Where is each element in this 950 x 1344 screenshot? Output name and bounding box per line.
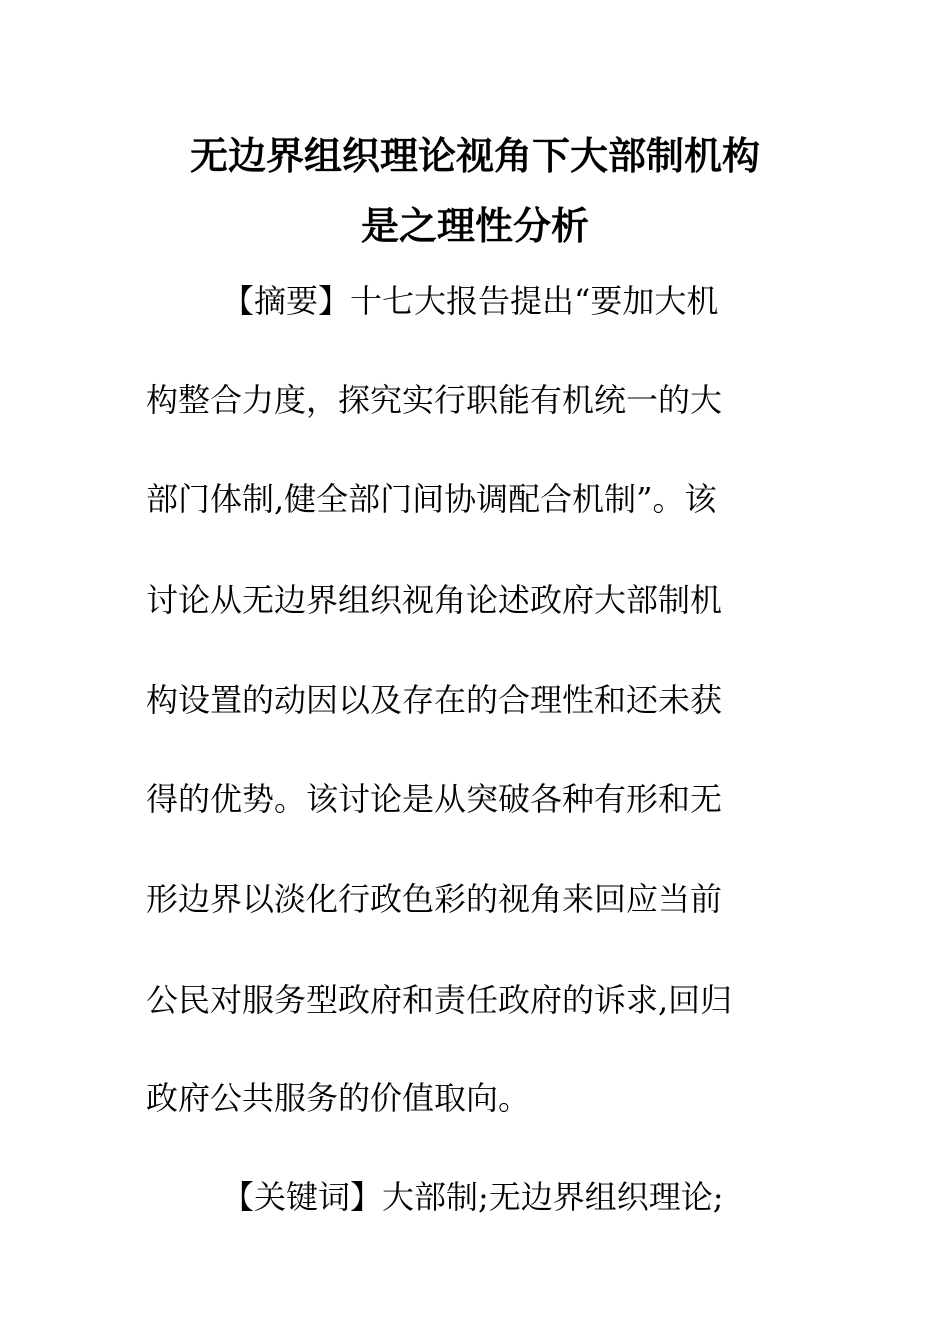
abstract-line-3: 部门体制,健全部门间协调配合机制”。该 (146, 480, 717, 518)
keywords-line: 【关键词】大部制;无边界组织理论; (222, 1178, 724, 1216)
abstract-line-6: 得的优势。该讨论是从突破各种有形和无 (146, 780, 723, 818)
document-title-line-2: 是之理性分析 (360, 204, 589, 248)
abstract-line-1: 【摘要】十七大报告提出“要加大机 (222, 282, 719, 320)
abstract-line-7: 形边界以淡化行政色彩的视角来回应当前 (146, 880, 723, 918)
abstract-line-4: 讨论从无边界组织视角论述政府大部制机 (146, 581, 723, 619)
document-title-line-1: 无边界组织理论视角下大部制机构 (189, 134, 760, 178)
abstract-line-2: 构整合力度，探究实行职能有机统一的大 (146, 381, 723, 419)
abstract-line-9: 政府公共服务的价值取向。 (146, 1079, 531, 1117)
abstract-line-8: 公民对服务型政府和责任政府的诉求,回归 (146, 981, 733, 1019)
abstract-line-5: 构设置的动因以及存在的合理性和还未获 (146, 681, 723, 719)
